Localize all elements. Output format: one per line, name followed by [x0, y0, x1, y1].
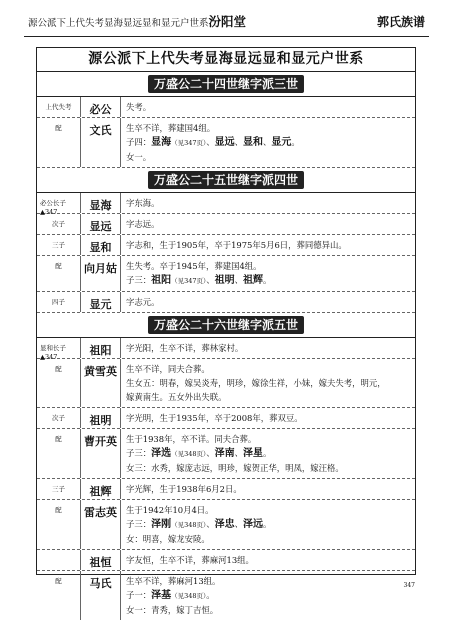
table-title: 源公派下上代失考显海显远显和显元户世系 [37, 48, 415, 72]
person-name: 祖恒 [81, 550, 121, 570]
relation-cell [37, 292, 81, 312]
relation-label: 必公长子 [40, 199, 66, 207]
page-number: 347 [403, 582, 415, 589]
child-name: 泽南 [214, 448, 235, 459]
child-name: 泽远 [243, 519, 264, 530]
detail-line [126, 574, 413, 588]
detail-line [126, 217, 413, 231]
detail-text: 、 [234, 519, 244, 529]
header-book-title: 郭氏族谱 [376, 15, 425, 29]
detail-line [126, 532, 413, 546]
detail-line [126, 273, 413, 288]
person-row [37, 500, 415, 550]
person-row [37, 97, 415, 118]
relation-label: 次子 [52, 220, 65, 228]
person-name: 显海 [81, 193, 121, 213]
detail-line [126, 121, 413, 135]
header-lineage-text: 源公派下上代失考显海显远显和显元户世系 [28, 18, 209, 29]
person-name: 雷志英 [81, 500, 121, 549]
relation-label: 三子 [52, 485, 65, 493]
person-row [37, 214, 415, 235]
header-hall-name: 汾阳堂 [208, 14, 247, 29]
relation-cell [37, 479, 81, 499]
relation-cell [37, 338, 81, 361]
person-details [126, 97, 415, 117]
detail-text: 生于1942年10月4日。 [126, 505, 214, 515]
detail-text: 女三：水秀，嫁庞志远，明珍，嫁贺正华，明凤，嫁汪格。 [126, 463, 344, 473]
relation-cell [37, 500, 81, 549]
person-name: 向月姑 [81, 256, 121, 291]
detail-text: 字友恒，生卒不详，葬麻河13组。 [126, 555, 254, 565]
page-header [24, 6, 429, 37]
relation-cell [37, 193, 81, 216]
person-details [126, 429, 415, 478]
person-details [126, 292, 415, 312]
detail-text: 子四： [126, 137, 152, 147]
person-row [37, 571, 415, 620]
generation-heading [37, 168, 415, 193]
page-reference: （见347页） [171, 277, 207, 285]
generation-heading [37, 72, 415, 97]
detail-line [126, 238, 413, 252]
detail-text: 子三： [126, 519, 152, 529]
detail-text: 生女五：明春，嫁吴炎寿，明珍，嫁徐生祥，小妹，嫁夫失考，明元， [126, 378, 386, 388]
detail-line [126, 461, 413, 475]
detail-text: 、 [206, 137, 215, 147]
detail-line [126, 100, 413, 114]
detail-line [126, 482, 413, 496]
person-details [126, 500, 415, 549]
detail-line [126, 341, 413, 355]
person-name: 文氏 [81, 118, 121, 167]
detail-text: 、 [263, 137, 272, 147]
detail-text: 、 [206, 519, 215, 529]
child-name: 祖阳 [151, 275, 172, 286]
child-name: 泽星 [243, 448, 264, 459]
relation-label: 配 [55, 124, 62, 132]
generation-title: 万盛公二十四世继字派三世 [148, 75, 304, 93]
person-name: 黄雪英 [81, 359, 121, 407]
relation-label: ▲347 [40, 353, 58, 361]
detail-line [126, 432, 413, 446]
person-details [126, 359, 415, 407]
child-name: 显和 [243, 137, 264, 148]
person-details [126, 193, 415, 213]
detail-text: 女一：青秀，嫁丁吉恒。 [126, 605, 219, 615]
detail-line [126, 553, 413, 567]
detail-text: 字光明，生于1935年，卒于2008年，葬双豆。 [126, 413, 303, 423]
detail-line [126, 503, 413, 517]
detail-line [126, 390, 413, 404]
person-row [37, 550, 415, 571]
generation-title: 万盛公二十六世继字派五世 [148, 316, 304, 334]
child-name: 泽刚 [151, 519, 172, 530]
detail-line [126, 517, 413, 532]
relation-label: ▲347 [40, 208, 58, 216]
relation-cell [37, 97, 81, 117]
child-name: 祖辉 [243, 275, 264, 286]
relation-label: 配 [55, 577, 62, 585]
page-reference: （见347页） [171, 139, 207, 147]
detail-text: 字光阳，生卒不详，葬林家村。 [126, 343, 244, 353]
genealogy-table [36, 47, 416, 615]
detail-text: 。 [263, 448, 272, 458]
detail-text: 女一。 [126, 152, 152, 162]
person-details [126, 214, 415, 234]
detail-line [126, 135, 413, 150]
generation-title: 万盛公二十五世继字派四世 [148, 171, 304, 189]
detail-line [126, 150, 413, 164]
relation-label: 配 [55, 365, 62, 373]
detail-text: 子三： [126, 448, 152, 458]
relation-cell [37, 550, 81, 570]
header-lineage-title [28, 12, 246, 30]
person-details [126, 338, 415, 358]
detail-text: 字光辉，生于1938年6月2日。 [126, 484, 242, 494]
detail-text: 、 [234, 275, 244, 285]
person-details [126, 571, 415, 620]
person-details [126, 256, 415, 291]
person-details [126, 235, 415, 255]
detail-line [126, 196, 413, 210]
detail-text: 。 [291, 137, 300, 147]
page-reference: （见348页） [171, 592, 207, 600]
detail-text: 生卒不详，葬建国4组。 [126, 123, 216, 133]
detail-line [126, 446, 413, 461]
table-body [37, 72, 415, 620]
relation-cell [37, 256, 81, 291]
detail-text: 生失考。卒于1945年，葬建国4组。 [126, 261, 262, 271]
relation-cell [37, 359, 81, 407]
person-name: 曹开英 [81, 429, 121, 478]
relation-cell [37, 118, 81, 167]
child-name: 泽选 [151, 448, 172, 459]
relation-label: 四子 [52, 298, 65, 306]
relation-cell [37, 408, 81, 428]
detail-text: 字志远。 [126, 219, 160, 229]
child-name: 泽忠 [214, 519, 235, 530]
detail-text: 。 [263, 275, 272, 285]
detail-text: 女：明喜，嫁龙安陵。 [126, 534, 210, 544]
detail-line [126, 603, 413, 617]
child-name: 祖明 [214, 275, 235, 286]
person-row [37, 408, 415, 429]
person-row [37, 479, 415, 500]
relation-label: 上代失考 [45, 103, 72, 111]
relation-cell [37, 214, 81, 234]
relation-label: 显和长子 [40, 344, 66, 352]
detail-text: 、 [234, 137, 244, 147]
detail-text: 字志元。 [126, 297, 160, 307]
detail-line [126, 362, 413, 376]
detail-line [126, 411, 413, 425]
detail-text: 字东海。 [126, 198, 160, 208]
person-row [37, 359, 415, 408]
child-name: 显海 [151, 137, 172, 148]
generation-heading [37, 313, 415, 338]
person-row [37, 235, 415, 256]
relation-label: 配 [55, 435, 62, 443]
relation-label: 次子 [52, 414, 65, 422]
detail-text: 生卒不详，同夫合葬。 [126, 364, 210, 374]
person-name: 显元 [81, 292, 121, 312]
detail-text: 字志和，生于1905年，卒于1975年5月6日，葬同德异山。 [126, 240, 347, 250]
detail-line [126, 259, 413, 273]
person-name: 显远 [81, 214, 121, 234]
person-row [37, 429, 415, 479]
detail-text: 嫁黄南生。五女外出失联。 [126, 392, 227, 402]
person-name: 必公 [81, 97, 121, 117]
person-name: 祖明 [81, 408, 121, 428]
detail-text: 子一： [126, 590, 152, 600]
page-reference: （见348页） [171, 521, 207, 529]
person-name: 祖辉 [81, 479, 121, 499]
person-row [37, 292, 415, 313]
relation-cell [37, 235, 81, 255]
relation-label: 配 [55, 262, 62, 270]
page-reference: （见348页） [171, 450, 207, 458]
detail-line [126, 376, 413, 390]
detail-line [126, 295, 413, 309]
child-name: 显元 [271, 137, 292, 148]
person-details [126, 118, 415, 167]
detail-text: 、 [206, 448, 215, 458]
relation-cell [37, 429, 81, 478]
detail-text: 。 [206, 590, 215, 600]
detail-text: 、 [206, 275, 215, 285]
person-details [126, 408, 415, 428]
person-name: 祖阳 [81, 338, 121, 358]
person-row [37, 338, 415, 359]
detail-text: 子三： [126, 275, 152, 285]
detail-text: 失考。 [126, 102, 152, 112]
person-details [126, 550, 415, 570]
child-name: 显远 [214, 137, 235, 148]
relation-cell [37, 571, 81, 620]
relation-label: 三子 [52, 241, 65, 249]
person-row [37, 118, 415, 168]
person-name: 显和 [81, 235, 121, 255]
person-row [37, 256, 415, 292]
detail-line [126, 588, 413, 603]
detail-text: 生卒不详，葬麻河13组。 [126, 576, 221, 586]
relation-label: 配 [55, 506, 62, 514]
child-name: 泽基 [151, 590, 172, 601]
person-row [37, 193, 415, 214]
person-details [126, 479, 415, 499]
detail-text: 。 [263, 519, 272, 529]
detail-text: 生于1938年，卒不详。同夫合葬。 [126, 434, 257, 444]
person-name: 马氏 [81, 571, 121, 620]
detail-text: 、 [234, 448, 244, 458]
